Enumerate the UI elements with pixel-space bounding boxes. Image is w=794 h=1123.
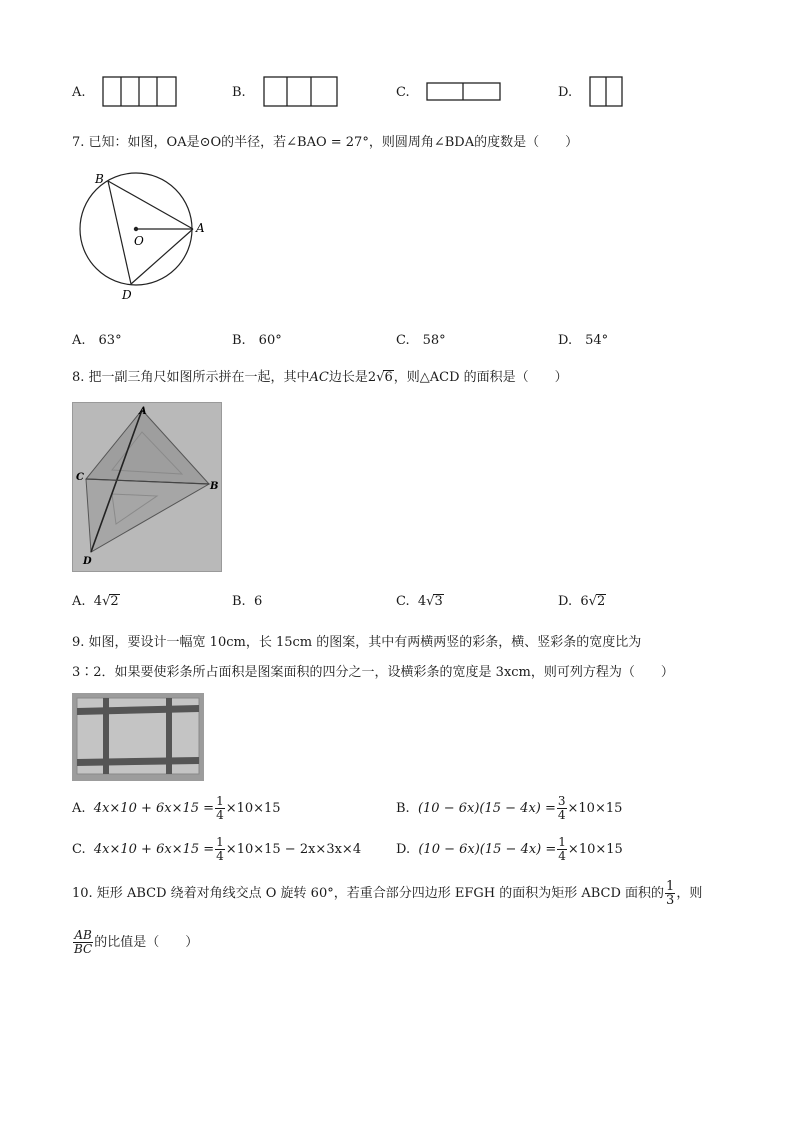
q9-option-a[interactable]: A. 4x×10 + 6x×15 = $\frac{1}{4}$ ×10×15	[72, 794, 281, 822]
q8-stem-after: ，则△ACD 的面积是（ ）	[393, 370, 568, 385]
q6-option-a-label[interactable]: A.	[72, 85, 86, 100]
q8-point-d: D	[83, 556, 92, 567]
q6-option-c-label[interactable]: C.	[396, 85, 410, 100]
q7-option-d[interactable]: D. 54°	[558, 333, 609, 348]
q6-option-b-figure	[263, 76, 339, 108]
q8-option-d[interactable]: D. 6√2	[558, 594, 606, 609]
q8-triangles-photo	[72, 402, 222, 572]
q6-option-c-figure	[426, 82, 502, 102]
q9-stripes-photo	[72, 693, 204, 781]
q8-stem-value: 2√6	[367, 370, 393, 385]
q7-circle-figure	[76, 166, 216, 304]
q8-option-a[interactable]: A. 4√2	[72, 594, 119, 609]
q7-option-c[interactable]: C. 58°	[396, 333, 446, 348]
q9-stem-line1: 9. 如图，要设计一幅宽 10cm，长 15cm 的图案，其中有两横两竖的彩条，横、竖彩条的宽度比为	[72, 635, 642, 650]
q6-option-d-label[interactable]: D.	[558, 85, 573, 100]
q9-stem-line2: 3∶2．如果要使彩条所占面积是图案面积的四分之一，设横彩条的宽度是 3xcm，则可列方程为（ ）	[72, 665, 674, 680]
q7-point-o: O	[134, 234, 144, 248]
q7-option-a[interactable]: A. 63°	[72, 333, 122, 348]
q8-point-c: C	[76, 472, 84, 483]
q7-stem: 7. 已知：如图，OA是⊙O的半径，若∠BAO = 27°，则圆周角∠BDA的度数是（ ）	[72, 135, 579, 150]
q7-point-b: B	[95, 172, 104, 186]
q9-option-c[interactable]: C. 4x×10 + 6x×15 = $\frac{1}{4}$ ×10×15 − 2x×3x×4	[72, 835, 362, 863]
q8-stem	[72, 366, 568, 385]
q10-stem-end: ，则	[676, 886, 703, 901]
q8-stem-mid: 边长是	[328, 370, 368, 385]
q10-ratio: $\frac{AB}{BC}$	[74, 928, 93, 956]
q9-option-b[interactable]: B. (10 − 6x)(15 − 4x) = $\frac{3}{4}$ ×10×15	[396, 794, 623, 822]
q8-stem-before: 8. 把一副三角尺如图所示拼在一起，其中	[72, 370, 310, 385]
q10-stem	[72, 880, 702, 907]
q7-option-b[interactable]: B. 60°	[232, 333, 282, 348]
q6-option-d-figure	[589, 76, 625, 108]
q8-point-b: B	[210, 481, 219, 492]
q8-point-a: A	[139, 406, 147, 417]
q8-option-b[interactable]: B. 6	[232, 594, 263, 609]
q10-ratio-tail: 的比值是（ ）	[94, 935, 199, 950]
q6-option-b-label[interactable]: B.	[232, 85, 246, 100]
q10-fraction: $\frac{1}{3}$	[666, 879, 675, 908]
q10-stem-text: 10. 矩形 ABCD 绕着对角线交点 O 旋转 60°，若重合部分四边形 EFGH 的面积为矩形 ABCD 面积的	[72, 886, 665, 901]
q9-option-d[interactable]: D. (10 − 6x)(15 − 4x) = $\frac{1}{4}$ ×10×15	[396, 835, 623, 863]
q7-point-d: D	[122, 288, 132, 302]
q10-ratio-line	[72, 929, 198, 956]
q8-option-c[interactable]: C. 4√3	[396, 594, 443, 609]
q8-stem-ac: AC	[309, 370, 329, 385]
q7-point-a: A	[196, 221, 205, 235]
q6-option-a-figure	[102, 76, 178, 108]
